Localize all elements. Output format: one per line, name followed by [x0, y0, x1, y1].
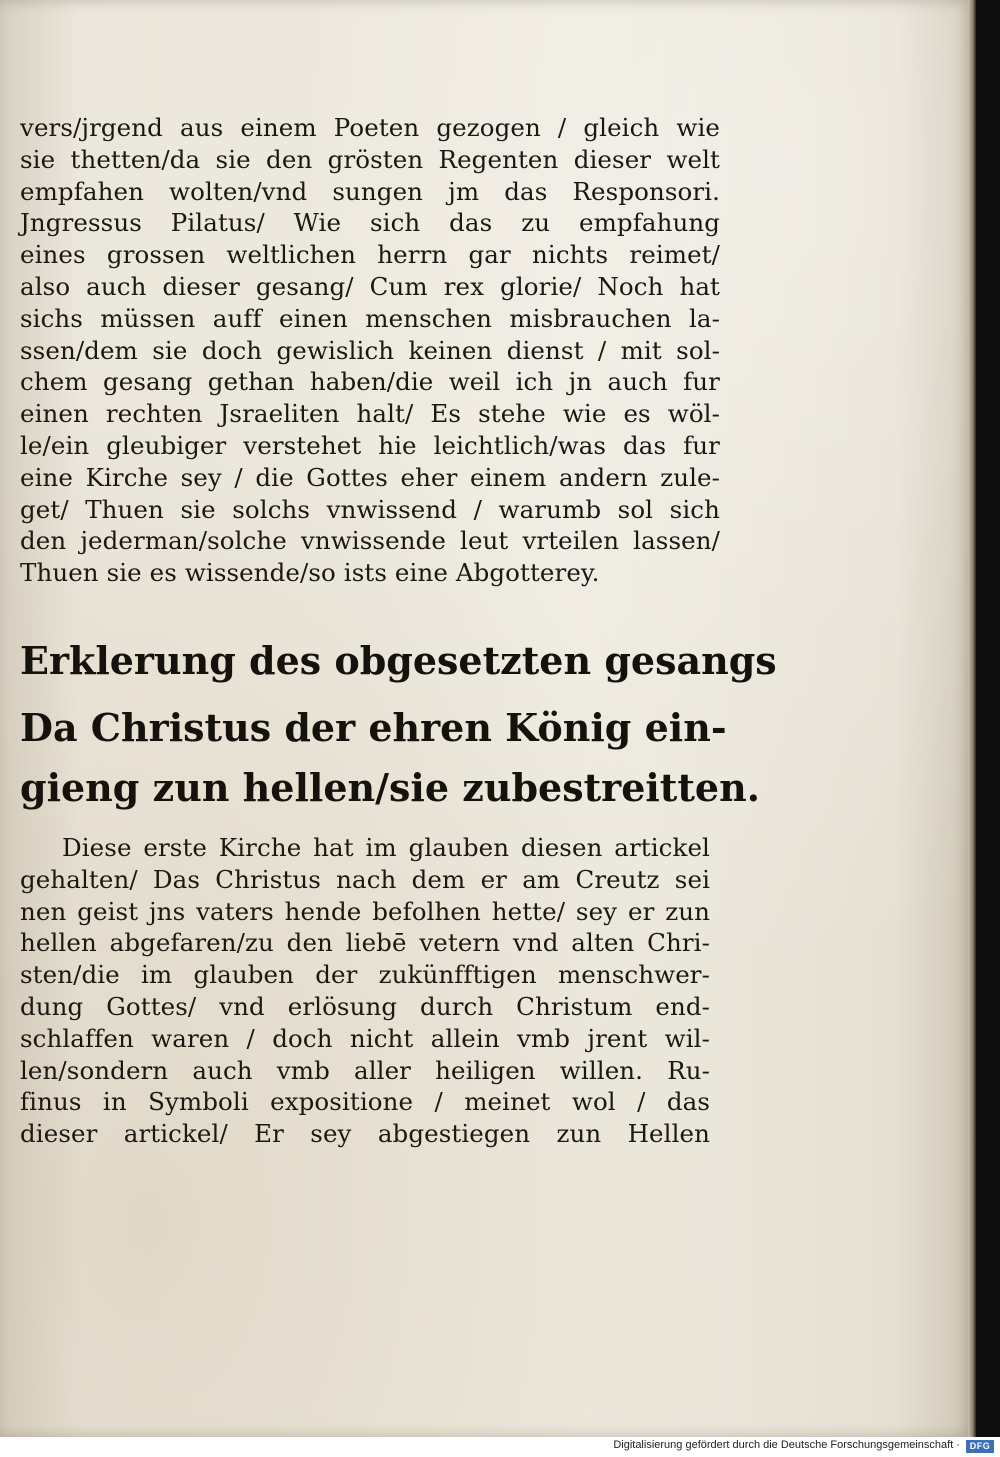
body-line: Diese erste Kirche hat im glauben diesen artickel [62, 833, 710, 862]
body-line: empfahen wolten/vnd sungen jm das Responsori. [20, 176, 720, 206]
section-subheading [20, 698, 760, 818]
footer-credit: Digitalisierung gefördert durch die Deutsche Forschungsgemeinschaft · [613, 1439, 960, 1451]
body-text-block [20, 112, 720, 589]
page-edge-shadow [968, 0, 976, 1437]
body-line: hellen abgefaren/zu den liebē vetern vnd alten Chri- [20, 928, 710, 958]
body-line: finus in Symboli expositione / meinet wol / das [20, 1087, 710, 1117]
body-line: gehalten/ Das Christus nach dem er am Creutz sei [20, 864, 710, 894]
body-line: den jederman/solche vnwissende leut vrteilen lassen/ [20, 526, 720, 556]
dfg-logo: DFG [966, 1440, 994, 1453]
body-line: also auch dieser gesang/ Cum rex glorie/ Noch hat [20, 271, 720, 301]
body-line: eine Kirche sey / die Gottes eher einem andern zule- [20, 462, 720, 492]
body-line: ssen/dem sie doch gewislich keinen dienst / mit sol- [20, 335, 720, 365]
footer-bar [0, 1437, 1000, 1457]
body-line: dung Gottes/ vnd erlösung durch Christum end- [20, 991, 710, 1021]
body-line: eines grossen weltlichen herrn gar nichts reimet/ [20, 240, 720, 270]
body-line: vers/jrgend aus einem Poeten gezogen / gleich wie [20, 113, 720, 142]
subheading-line: gieng zun hellen/sie zubestreitten. [20, 765, 760, 810]
body-line: sichs müssen auff einen menschen misbrauchen la- [20, 303, 720, 333]
body-line: sten/die im glauben der zukünfftigen menschwer- [20, 960, 710, 990]
body-line: schlaffen waren / doch nicht allein vmb jrent wil- [20, 1023, 710, 1053]
subheading-line: Da Christus der ehren König ein- [20, 705, 727, 750]
section-heading: Erklerung des obgesetzten gesangs [20, 638, 777, 683]
body-line: einen rechten Jsraeliten halt/ Es stehe wie es wöl- [20, 399, 720, 429]
body-line: sie thetten/da sie den grösten Regenten dieser welt [20, 144, 720, 174]
body-line: dieser artickel/ Er sey abgestiegen zun Hellen [20, 1119, 710, 1149]
body-line: le/ein gleubiger verstehet hie leichtlich/was das fur [20, 430, 720, 460]
body-line: Thuen sie es wissende/so ists eine Abgotterey. [20, 558, 600, 588]
body-line: nen geist jns vaters hende befolhen hette/ sey er zun [20, 896, 710, 926]
body-line: Jngressus Pilatus/ Wie sich das zu empfahung [20, 208, 720, 238]
section-body-text [20, 832, 710, 1150]
body-line: chem gesang gethan haben/die weil ich jn auch fur [20, 367, 720, 397]
body-line: get/ Thuen sie solchs vnwissend / warumb sol sich [20, 494, 720, 524]
body-line: len/sondern auch vmb aller heiligen willen. Ru- [20, 1055, 710, 1085]
